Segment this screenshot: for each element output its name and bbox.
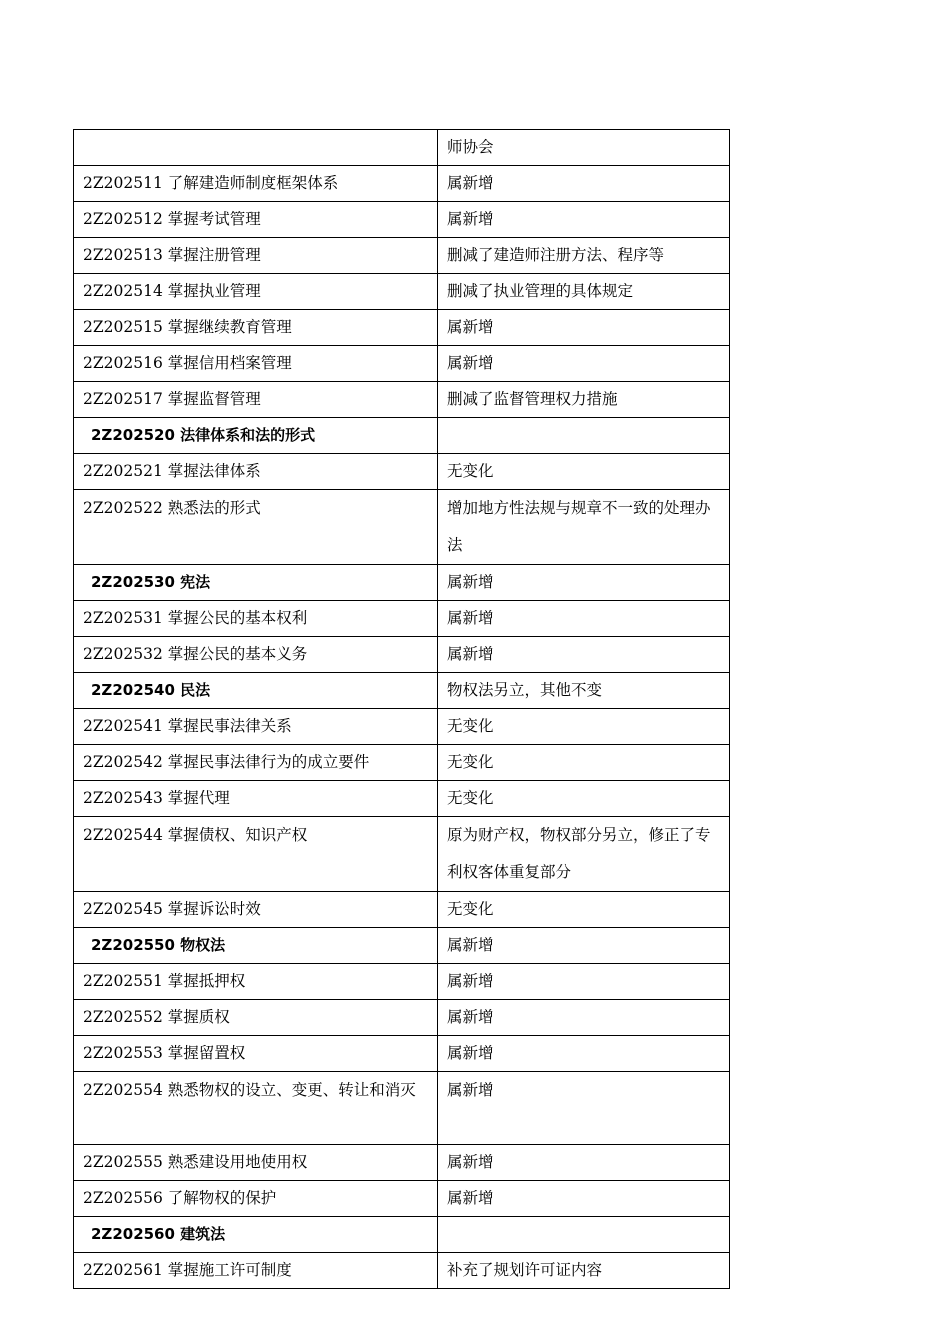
topic-cell: 2Z202553 掌握留置权 — [74, 1036, 438, 1072]
topic-cell: 2Z202512 掌握考试管理 — [74, 202, 438, 238]
topic-cell: 2Z202545 掌握诉讼时效 — [74, 892, 438, 928]
section-heading-row — [74, 928, 730, 964]
change-note-cell: 属新增 — [438, 1145, 730, 1181]
change-note-cell: 删减了执业管理的具体规定 — [438, 274, 730, 310]
table-body — [74, 130, 730, 1289]
topic-cell: 2Z202561 掌握施工许可制度 — [74, 1253, 438, 1289]
table-row — [74, 892, 730, 928]
table-row — [74, 745, 730, 781]
topic-cell: 2Z202556 了解物权的保护 — [74, 1181, 438, 1217]
table-row — [74, 1253, 730, 1289]
table-row — [74, 601, 730, 637]
topic-cell: 2Z202522 熟悉法的形式 — [74, 490, 438, 565]
section-heading-row — [74, 565, 730, 601]
topic-cell: 2Z202521 掌握法律体系 — [74, 454, 438, 490]
change-note-cell: 无变化 — [438, 709, 730, 745]
table-row — [74, 130, 730, 166]
change-note-cell — [438, 418, 730, 454]
topic-cell: 2Z202554 熟悉物权的设立、变更、转让和消灭 — [74, 1072, 438, 1145]
table-row — [74, 1072, 730, 1145]
table-row — [74, 202, 730, 238]
section-title-cell: 2Z202550 物权法 — [74, 928, 438, 964]
table-row — [74, 964, 730, 1000]
topic-cell — [74, 130, 438, 166]
change-note-cell: 无变化 — [438, 454, 730, 490]
change-note-cell: 原为财产权，物权部分另立，修正了专利权客体重复部分 — [438, 817, 730, 892]
change-note-cell: 补充了规划许可证内容 — [438, 1253, 730, 1289]
section-title-cell: 2Z202520 法律体系和法的形式 — [74, 418, 438, 454]
change-note-cell: 无变化 — [438, 781, 730, 817]
change-note-cell: 增加地方性法规与规章不一致的处理办法 — [438, 490, 730, 565]
change-note-cell: 属新增 — [438, 964, 730, 1000]
table-row — [74, 709, 730, 745]
table-row — [74, 346, 730, 382]
table-row — [74, 454, 730, 490]
topic-cell: 2Z202541 掌握民事法律关系 — [74, 709, 438, 745]
table-row — [74, 1000, 730, 1036]
table-row — [74, 1145, 730, 1181]
change-note-cell: 属新增 — [438, 166, 730, 202]
table-row — [74, 490, 730, 565]
topic-cell: 2Z202531 掌握公民的基本权利 — [74, 601, 438, 637]
table-row — [74, 817, 730, 892]
section-title-cell: 2Z202540 民法 — [74, 673, 438, 709]
topic-cell: 2Z202542 掌握民事法律行为的成立要件 — [74, 745, 438, 781]
topic-cell: 2Z202543 掌握代理 — [74, 781, 438, 817]
table-row — [74, 238, 730, 274]
syllabus-change-table — [73, 129, 730, 1289]
table-row — [74, 310, 730, 346]
section-heading-row — [74, 673, 730, 709]
change-note-cell: 物权法另立，其他不变 — [438, 673, 730, 709]
change-note-cell: 无变化 — [438, 892, 730, 928]
topic-cell: 2Z202552 掌握质权 — [74, 1000, 438, 1036]
section-title-cell: 2Z202530 宪法 — [74, 565, 438, 601]
change-note-cell: 删减了监督管理权力措施 — [438, 382, 730, 418]
change-note-cell: 师协会 — [438, 130, 730, 166]
change-note-cell: 属新增 — [438, 1000, 730, 1036]
change-note-cell: 属新增 — [438, 1036, 730, 1072]
change-note-cell: 属新增 — [438, 346, 730, 382]
change-note-cell: 无变化 — [438, 745, 730, 781]
section-heading-row — [74, 1217, 730, 1253]
table-row — [74, 781, 730, 817]
topic-cell: 2Z202544 掌握债权、知识产权 — [74, 817, 438, 892]
change-note-cell: 属新增 — [438, 601, 730, 637]
change-note-cell: 属新增 — [438, 1181, 730, 1217]
topic-cell: 2Z202551 掌握抵押权 — [74, 964, 438, 1000]
topic-cell: 2Z202517 掌握监督管理 — [74, 382, 438, 418]
change-note-cell: 属新增 — [438, 202, 730, 238]
change-note-cell: 属新增 — [438, 637, 730, 673]
change-note-cell — [438, 1217, 730, 1253]
topic-cell: 2Z202516 掌握信用档案管理 — [74, 346, 438, 382]
section-heading-row — [74, 418, 730, 454]
topic-cell: 2Z202555 熟悉建设用地使用权 — [74, 1145, 438, 1181]
table-row — [74, 1181, 730, 1217]
change-note-cell: 属新增 — [438, 565, 730, 601]
section-title-cell: 2Z202560 建筑法 — [74, 1217, 438, 1253]
change-note-cell: 属新增 — [438, 1072, 730, 1145]
table-row — [74, 1036, 730, 1072]
topic-cell: 2Z202513 掌握注册管理 — [74, 238, 438, 274]
topic-cell: 2Z202511 了解建造师制度框架体系 — [74, 166, 438, 202]
topic-cell: 2Z202515 掌握继续教育管理 — [74, 310, 438, 346]
change-note-cell: 属新增 — [438, 928, 730, 964]
topic-cell: 2Z202514 掌握执业管理 — [74, 274, 438, 310]
table-row — [74, 274, 730, 310]
change-note-cell: 属新增 — [438, 310, 730, 346]
topic-cell: 2Z202532 掌握公民的基本义务 — [74, 637, 438, 673]
table-row — [74, 166, 730, 202]
change-note-cell: 删减了建造师注册方法、程序等 — [438, 238, 730, 274]
table-row — [74, 382, 730, 418]
table-row — [74, 637, 730, 673]
